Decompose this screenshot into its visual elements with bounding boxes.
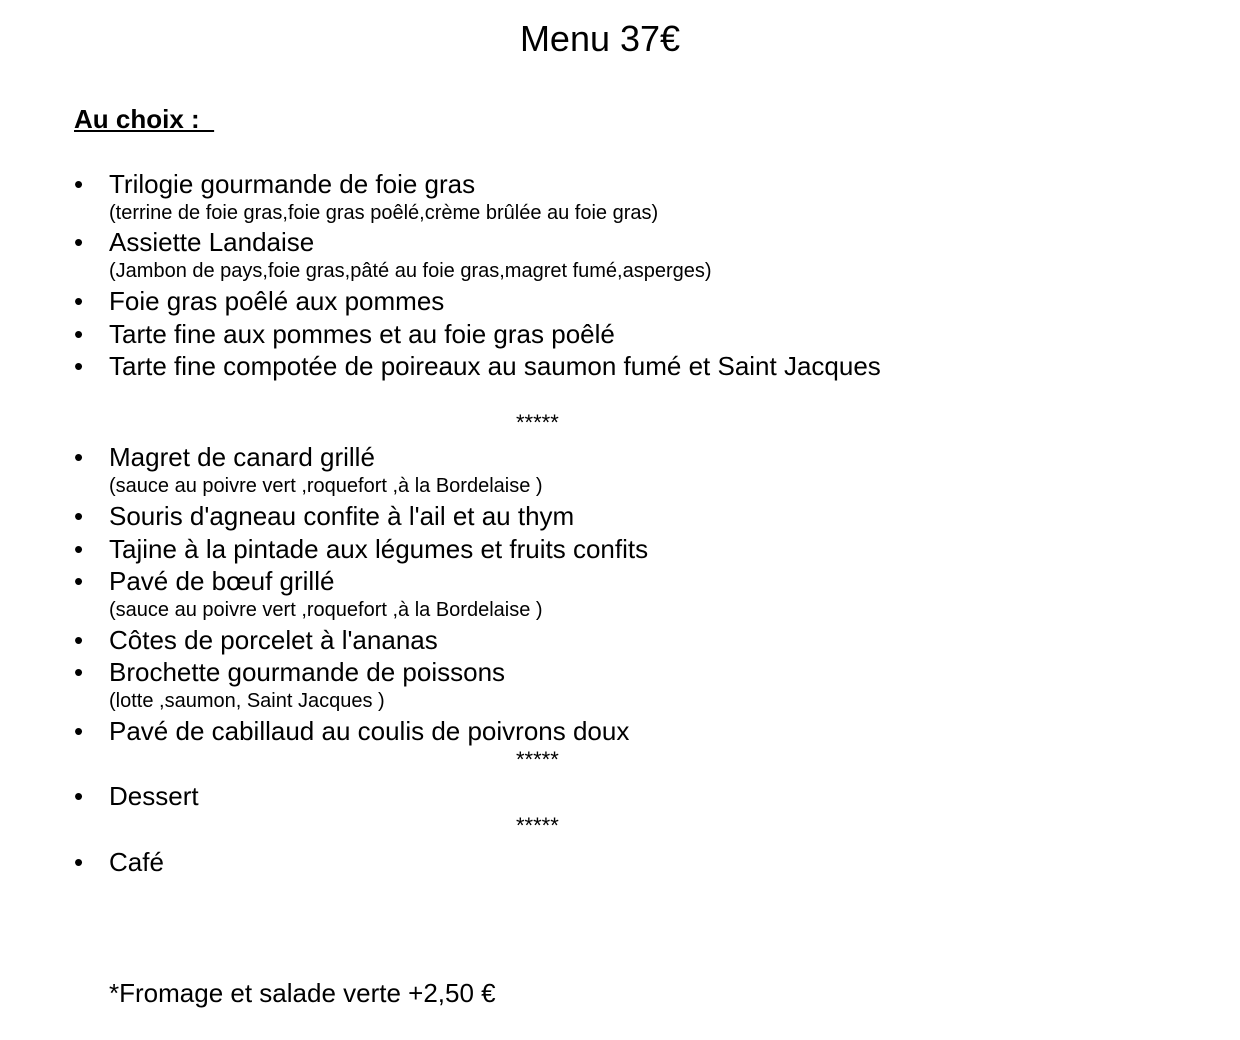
bullet-icon: • bbox=[74, 319, 84, 349]
course-separator: ***** bbox=[516, 747, 559, 772]
item-name: Café bbox=[109, 847, 164, 877]
supplement-footnote: *Fromage et salade verte +2,50 € bbox=[109, 978, 496, 1008]
item-name: Trilogie gourmande de foie gras bbox=[109, 169, 476, 199]
bullet-icon: • bbox=[74, 566, 84, 596]
item-name: Pavé de bœuf grillé bbox=[109, 566, 335, 596]
bullet-icon: • bbox=[74, 847, 84, 877]
bullet-icon: • bbox=[74, 442, 84, 472]
item-name: Foie gras poêlé aux pommes bbox=[109, 286, 445, 316]
bullet-icon: • bbox=[74, 534, 84, 564]
item-name: Tarte fine aux pommes et au foie gras poêlé bbox=[109, 319, 615, 349]
bullet-icon: • bbox=[74, 657, 84, 687]
item-description: (Jambon de pays,foie gras,pâté au foie gras,magret fumé,asperges) bbox=[109, 260, 712, 282]
item-description: (terrine de foie gras,foie gras poêlé,crème brûlée au foie gras) bbox=[109, 202, 659, 224]
bullet-icon: • bbox=[74, 286, 84, 316]
bullet-icon: • bbox=[74, 625, 84, 655]
item-name: Assiette Landaise bbox=[109, 227, 315, 257]
bullet-icon: • bbox=[74, 351, 84, 381]
item-name: Magret de canard grillé bbox=[109, 442, 375, 472]
item-name: Pavé de cabillaud au coulis de poivrons doux bbox=[109, 716, 630, 746]
item-description: (lotte ,saumon, Saint Jacques ) bbox=[109, 690, 385, 712]
page-title: Menu 37€ bbox=[519, 18, 681, 59]
bullet-icon: • bbox=[74, 716, 84, 746]
bullet-icon: • bbox=[74, 227, 84, 257]
course-separator: ***** bbox=[516, 410, 559, 435]
item-name: Tajine à la pintade aux légumes et fruits confits bbox=[109, 534, 649, 564]
bullet-icon: • bbox=[74, 169, 84, 199]
bullet-icon: • bbox=[74, 781, 84, 811]
item-name: Dessert bbox=[109, 781, 199, 811]
item-name: Côtes de porcelet à l'ananas bbox=[109, 625, 438, 655]
item-description: (sauce au poivre vert ,roquefort ,à la Bordelaise ) bbox=[109, 599, 543, 621]
item-name: Souris d'agneau confite à l'ail et au thym bbox=[109, 501, 575, 531]
section-heading: Au choix : bbox=[74, 104, 215, 134]
bullet-icon: • bbox=[74, 501, 84, 531]
item-name: Brochette gourmande de poissons bbox=[109, 657, 506, 687]
item-name: Tarte fine compotée de poireaux au saumon fumé et Saint Jacques bbox=[109, 351, 881, 381]
course-separator: ***** bbox=[516, 813, 559, 838]
item-description: (sauce au poivre vert ,roquefort ,à la Bordelaise ) bbox=[109, 475, 543, 497]
